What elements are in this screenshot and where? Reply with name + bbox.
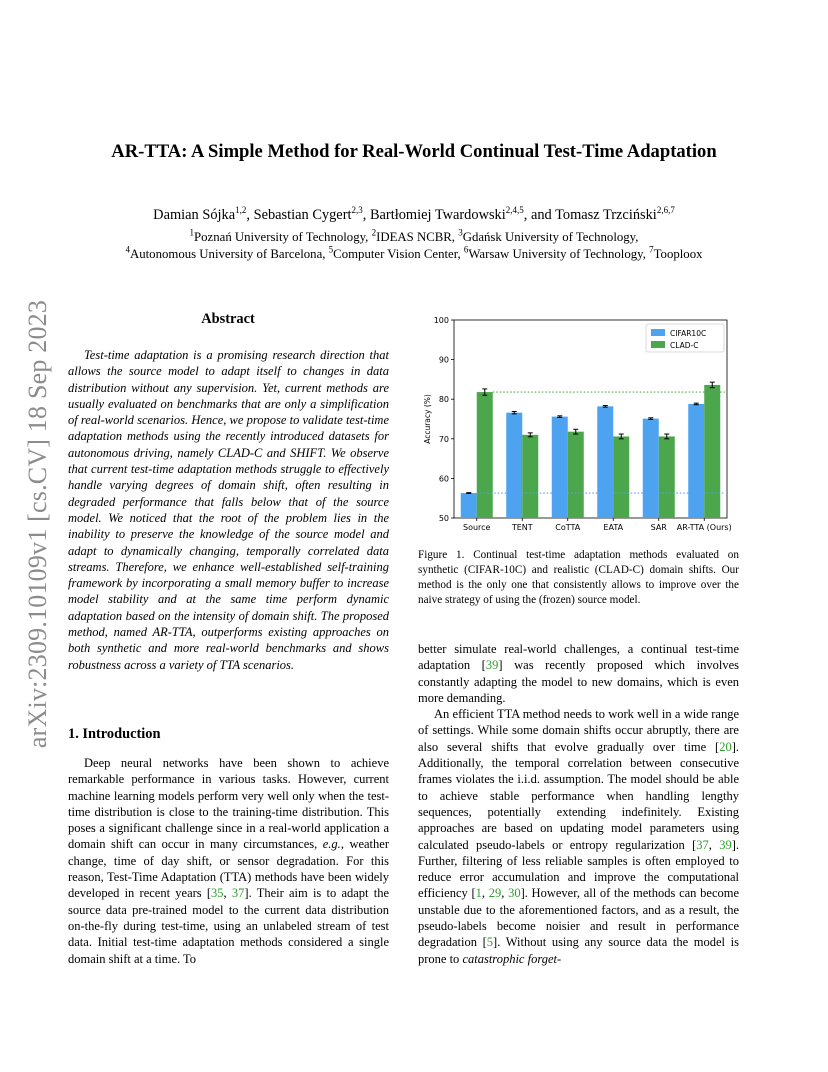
bar [506,413,522,518]
bar [597,406,613,518]
y-tick-label: 90 [438,355,449,365]
paragraph: An efficient TTA method needs to work well in a wide range of settings. While some domain shifts occur abruptly, there are also several shifts that evolve gradually over time [20]. Additionally, the temporal correlation between consecutive frames violates the i.i.d. assumption. The model should be able to achieve stable performance when handling lengthy sequences, potentially extending indefinitely. Existing approaches are based on updating model parameters using calculated pseudo-labels or entropy regularization [37, 39]. Further, filtering of less reliable samples is often employed to reduce error accumulation and improve the computational efficiency [1, 29, 30]. However, all of the methods can become unstable due to the aforementioned factors, and as a result, the pseudo-labels become noisier and result in performance degradation [5]. Without using any source data the model is prone to catastrophic forget- [418,707,740,966]
affiliations-line-2: $^4$Autonomous University of Barcelona, $^5$Computer Vision Center, $^6$Warsaw University of Technology, $^7$Tooploox [125,244,703,261]
y-tick-label: 70 [438,434,449,444]
affiliation: Gdańsk University of Technology, [462,230,639,244]
y-axis-label: Accuracy (%) [423,394,432,444]
arxiv-identifier: arXiv:2309.10109v1 [cs.CV] 18 Sep 2023 [23,299,52,749]
affiliation: Computer Vision Center, [333,247,464,261]
bar [613,436,629,518]
legend-label: CIFAR10C [670,329,707,338]
affiliation: Autonomous University of Barcelona, [129,247,329,261]
author: Sebastian Cygert [253,207,352,223]
citation-link[interactable]: 39 [719,837,732,852]
legend-label: CLAD-C [670,341,699,350]
bar [522,435,538,518]
citation-link[interactable]: 5 [486,935,494,950]
y-tick-label: 60 [438,474,449,484]
author: Bartłomiej Twardowski [369,207,506,223]
citation-link[interactable]: 20 [719,739,732,754]
introduction-heading: 1. Introduction [68,726,161,742]
citation-link[interactable]: 1 [475,886,482,901]
bar [643,419,659,518]
abstract-heading: Abstract [201,311,255,327]
right-column-text [418,641,739,967]
abstract-text: Test-time adaptation is a promising research direction that allows the source model to adapt itself to changes in data distribution without any supervision. Yet, current methods are usually evaluated on benchmarks that are only a simplification of real-world scenarios. Hence, we propose to validate test-time adaptation methods using the recently introduced datasets for autonomous driving, namely CLAD-C and SHIFT. We observe that current test-time adaptation methods struggle to effectively handle varying degrees of domain shift, often resulting in degraded performance that falls below that of the source model. We noticed that the root of the problem lies in the inability to preserve the knowledge of the source model and adapt to dynamically changing, temporally correlated data streams. Therefore, we enhance well-established self-training framework by incorporating a small memory buffer to increase model stability and at the same time perform dynamic adaptation based on the intensity of domain shift. The proposed method, named AR-TTA, outperforms existing approaches on both synthetic and more real-world benchmarks and shows robustness across a variety of TTA scenarios. [68,348,389,672]
affiliations-line-1: $^1$Poznań University of Technology, $^2$IDEAS NCBR, $^3$Gdańsk University of Technology, [189,227,639,244]
paragraph: better simulate real-world challenges, a continual test-time adaptation [39] was recently proposed which involves constantly adapting the model to new domains, which is even more demanding. [418,642,739,705]
x-tick-label: Source [463,523,491,532]
citation-link[interactable]: 37 [696,837,709,852]
x-tick-label: TENT [511,523,533,532]
bar [688,404,704,518]
bar [704,385,720,518]
x-tick-label: EATA [603,523,624,532]
x-tick-label: SAR [650,523,667,532]
x-tick-label: CoTTA [555,523,581,532]
affiliation: Tooploox [653,247,703,261]
legend-swatch [651,329,665,336]
affiliation: Warsaw University of Technology, [468,247,650,261]
y-tick-label: 50 [438,514,449,523]
bar [568,432,584,518]
bar [659,436,675,518]
citation-link[interactable]: 37 [231,886,245,901]
affiliation: Poznań University of Technology, [194,230,372,244]
citation-link[interactable]: 30 [508,886,521,901]
introduction-paragraph: Deep neural networks have been shown to achieve remarkable performance in various tasks. However, current machine learning models perform very well only when the test-time distribution is close to the training-time distribution. This poses a significant challenge since in a real-world application a domain shift can occur in many circumstances, e.g., weather change, time of day shift, or sensor degradation. For this reason, Test-Time Adaptation (TTA) methods have been widely developed in recent years [35, 37]. Their aim is to adapt the source data pre-trained model to the current data distribution on-the-fly during test-time, using an unlabeled stream of test data. Initial test-time adaptation methods considered a single domain shift at a time. To [68,756,390,966]
affiliation: IDEAS NCBR, [376,230,459,244]
figure-1-bar-chart [418,312,740,538]
bar [461,493,477,518]
legend-swatch [651,341,665,348]
author: Damian Sójka [153,207,236,223]
y-tick-label: 100 [433,316,449,325]
author: and Tomasz Trzciński [530,207,657,223]
author-list: Damian Sójka$^{1,2}$, Sebastian Cygert$^{2,3}$, Bartłomiej Twardowski$^{2,4,5}$, and Tomasz Trzciński$^{2,6,7}$ [153,205,675,223]
bar [477,392,493,518]
citation-link[interactable]: 35 [211,886,224,901]
citation-link[interactable]: 29 [488,886,502,901]
citation-link[interactable]: 39 [485,658,499,673]
figure-caption: Figure 1. Continual test-time adaptation methods evaluated on synthetic (CIFAR-10C) and realistic (CLAD-C) domain shifts. Our method is the only one that consistently allows to improve over the naive strategy of using the (frozen) source model. [418,549,739,606]
y-tick-label: 80 [438,395,449,405]
bar [552,417,568,518]
paper-title: AR-TTA: A Simple Method for Real-World Continual Test-Time Adaptation [111,141,717,162]
x-tick-label: AR-TTA (Ours) [676,523,732,532]
